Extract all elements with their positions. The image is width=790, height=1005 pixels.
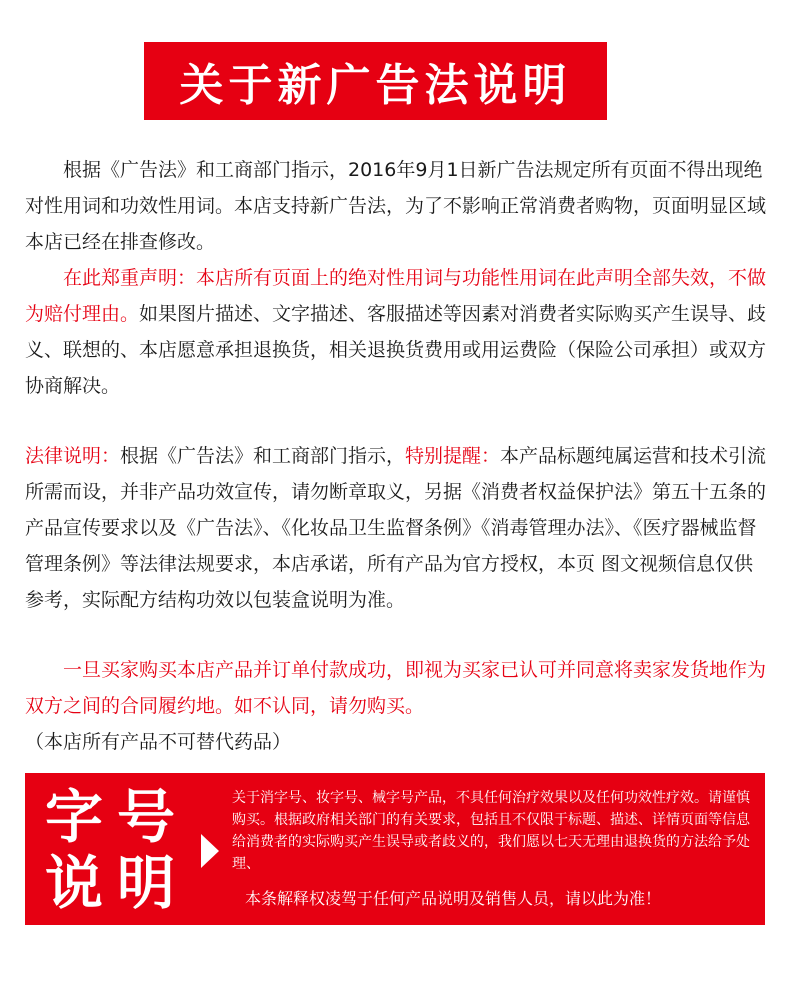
paragraph-law-notice: 根据《广告法》和工商部门指示，2016年9月1日新广告法规定所有页面不得出现绝对性用词和功效性用词。本店支持新广告法，为了不影响正常消费者购物，页面明显区域本店已经在排查修改。 (25, 159, 767, 253)
declaration-detail: 如果图片描述、文字描述、客服描述等因素对消费者实际购买产生误导、歧义、联想的、本店愿意承担退换货，相关退换货费用或用运费险（保险公司承担）或双方协商解决。 (25, 303, 767, 397)
declaration-highlight: 在此郑重声明：本店所有页面上的绝对性用词与功能性用词在此声明全部失效，不做为赔付理由。 (25, 267, 767, 325)
page-title: 关于新广告法说明 (179, 60, 572, 111)
note-final-statement: 本条解释权凌驾于任何产品说明及销售人员，请以此为准！ (245, 889, 662, 908)
note-label-line1: 字号 (45, 783, 190, 851)
paragraph-declaration (25, 260, 767, 404)
legal-text-2: 本产品标题纯属运营和技术引流所需而设，并非产品功效宣传，请勿断章取义，另据《消费者权益保护法》第五十五条的产品宣传要求以及《广告法》、《化妆品卫生监督条例》《消毒管理办法》、《医疗器械监督管理条例》等法律法规要求，本店承诺，所有产品为官方授权，本页 图文视频信息仅供参考，实际配方结构功效以包装盒说明为准。 (25, 445, 767, 611)
paragraph-legal-statement (25, 438, 767, 618)
special-reminder-label: 特别提醒： (405, 445, 501, 467)
paragraph-purchase-agreement: 一旦买家购买本店产品并订单付款成功，即视为买家已认可并同意将卖家发货地作为双方之间的合同履约地。如不认同，请勿购买。 (25, 659, 767, 717)
statement-body (25, 152, 767, 760)
legal-text-1: 根据《广告法》和工商部门指示， (120, 445, 406, 467)
note-text: 关于消字号、妆字号、械字号产品，不具任何治疗效果以及任何功效性疗效。请谨慎购买。根据政府相关部门的有关要求，包括且不仅限于标题、描述、详情页面等信息给消费者的实际购买产生误导或者歧义的，我们愿以七天无理由退换货的方法给予处理、 (232, 790, 750, 872)
triangle-right-icon (201, 834, 219, 868)
paragraph-drug-disclaimer: （本店所有产品不可替代药品） (25, 731, 292, 753)
title-banner (144, 42, 607, 120)
legal-label: 法律说明： (25, 445, 121, 467)
note-label-line2: 说明 (45, 849, 190, 917)
license-note-box (25, 773, 765, 925)
